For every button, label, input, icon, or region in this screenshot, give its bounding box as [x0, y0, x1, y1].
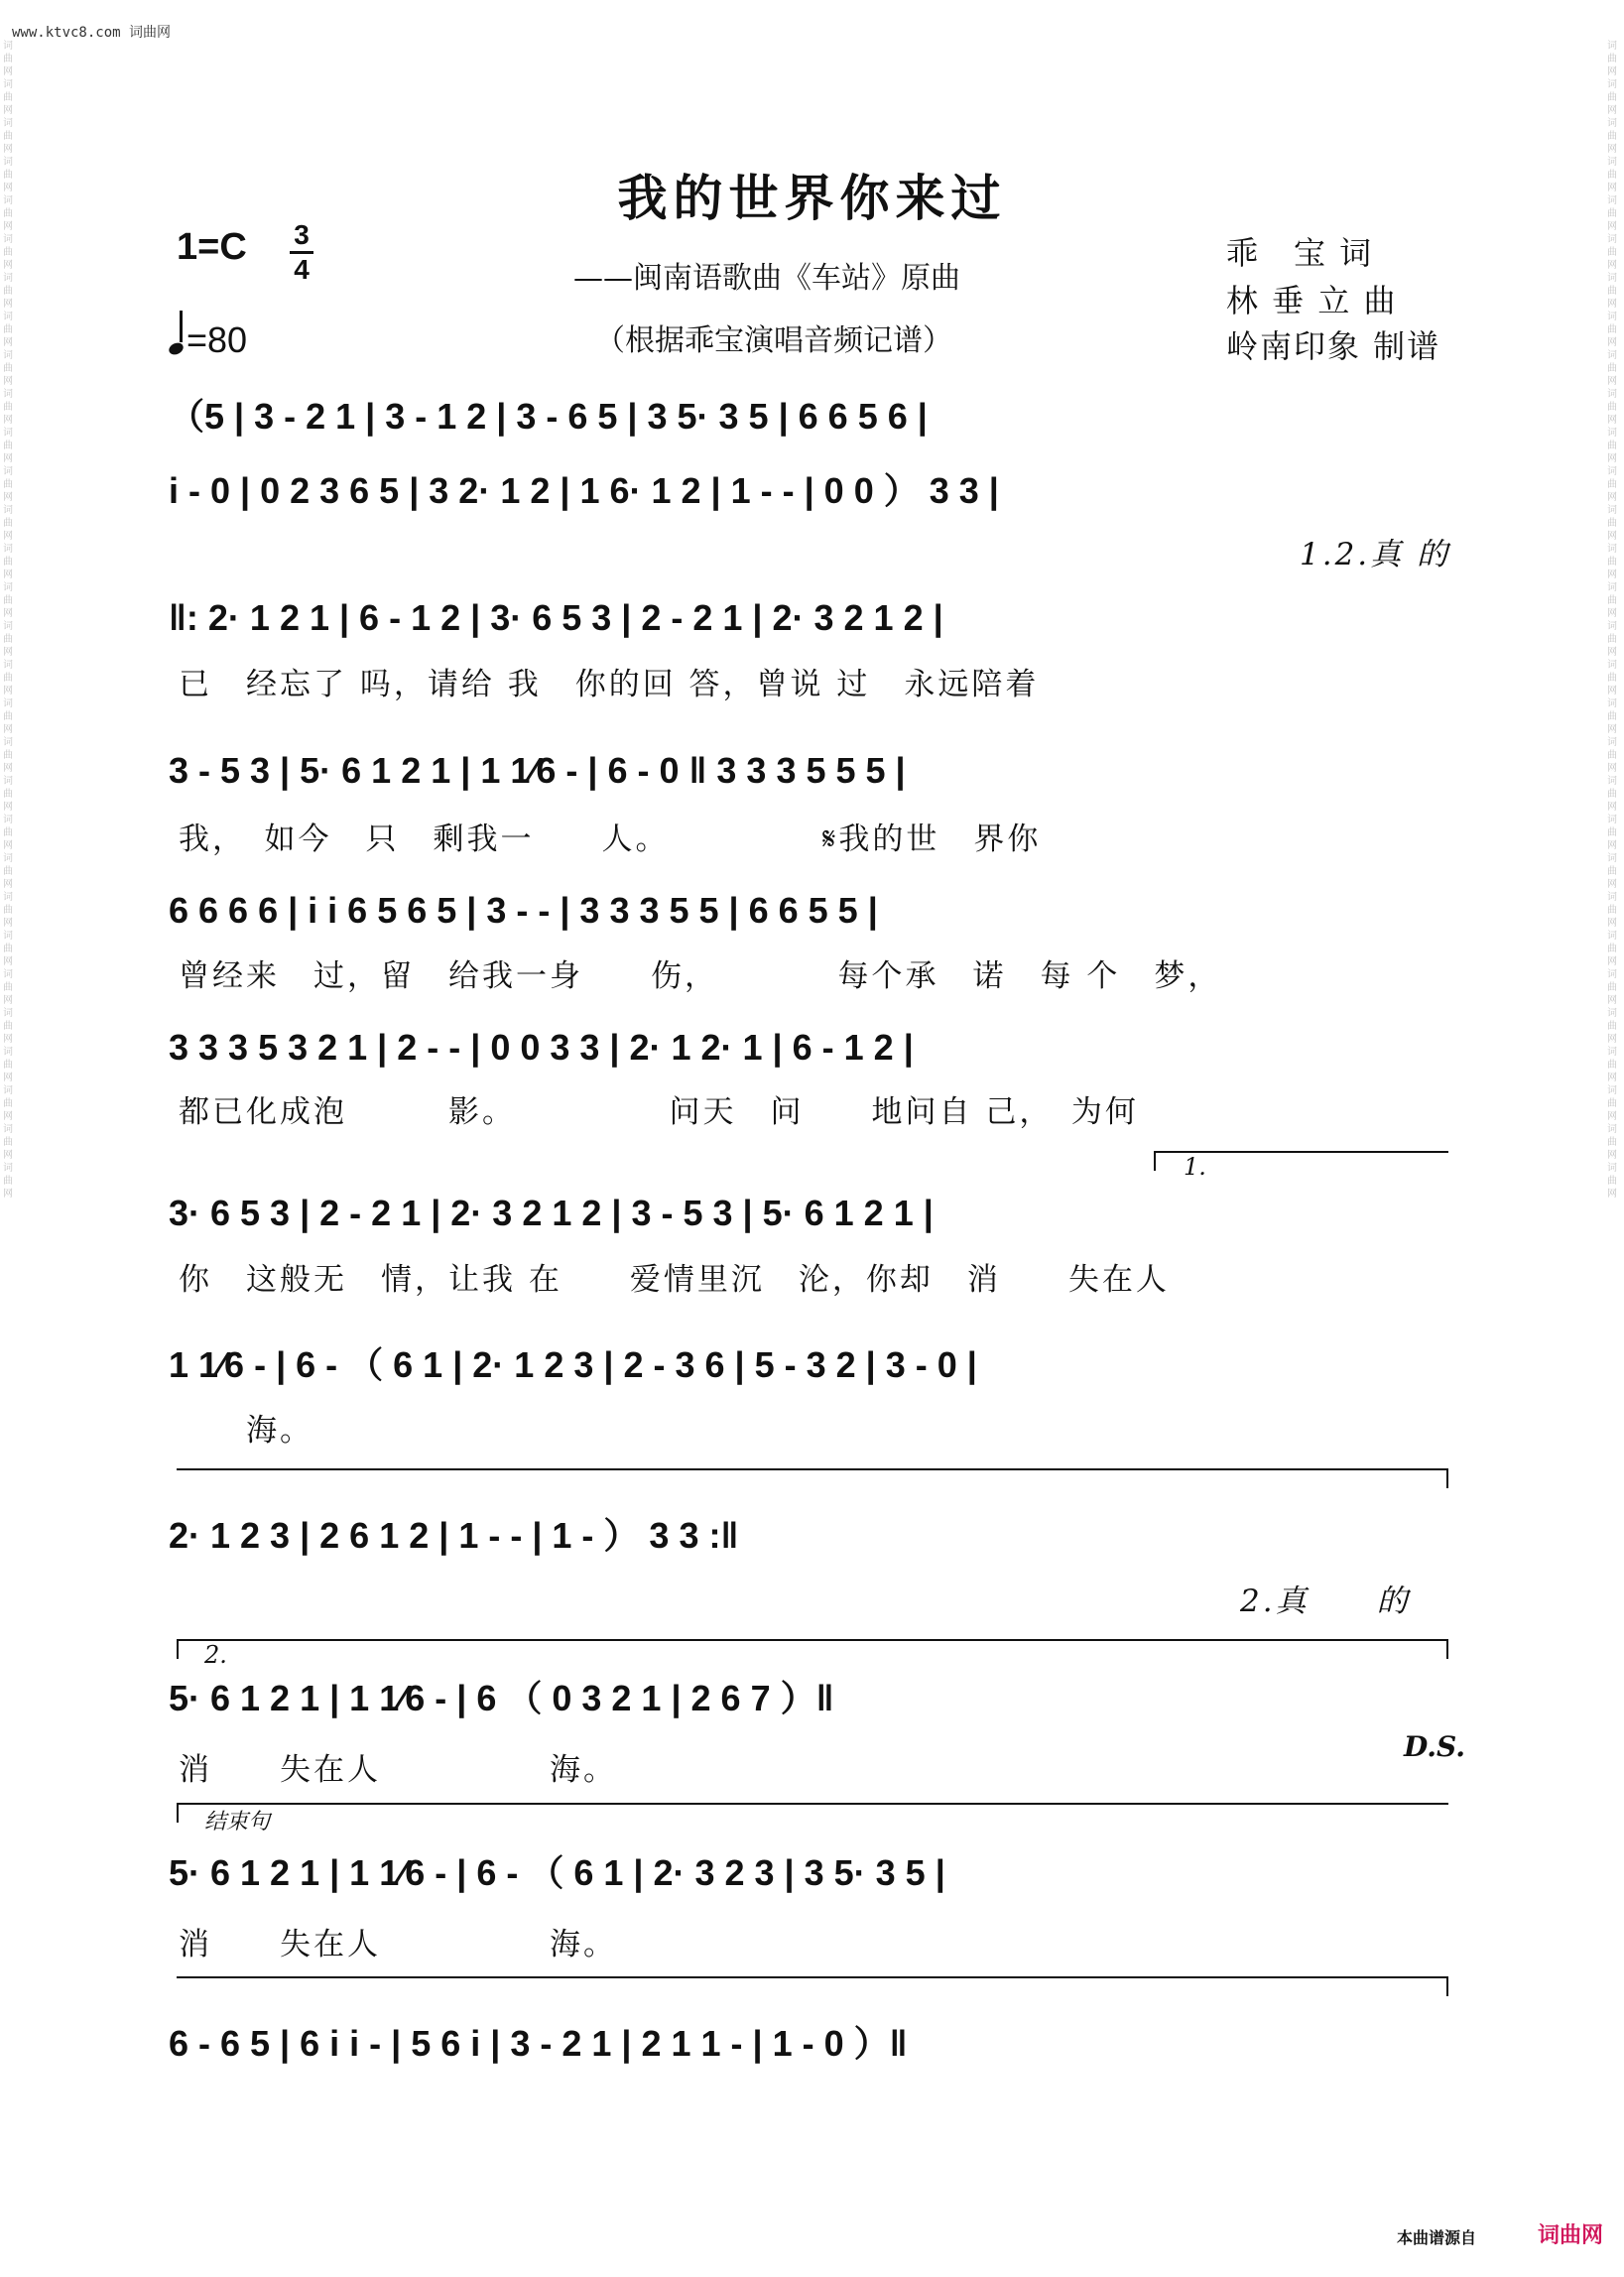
transcription-note: （根据乖宝演唱音频记谱） [595, 323, 952, 358]
key-signature: 1=C [177, 226, 247, 268]
site-logo[interactable]: 词曲网 [1538, 2223, 1604, 2248]
lyric-line: 你 这般无 情，让我 在 爱情里沉 沦，你却 消 失在人 [179, 1262, 1170, 1298]
ending-label: 结束句 [204, 1810, 271, 1834]
score-line: i - 0 | 0 2 3 6 5 | 3 2· 1 2 | 1 6· 1 2 | 1 - - | 0 0 ） 3 3 | [169, 469, 999, 511]
score-line: 2· 1 2 3 | 2 6 1 2 | 1 - - | 1 - ） 3 3 :‖ [169, 1514, 739, 1556]
lyric-line: 消 失在人 海。 [179, 1752, 617, 1788]
time-signature [290, 220, 313, 285]
lyric-line: 2.真 的 [1240, 1583, 1411, 1619]
lyric-line: 消 失在人 海。 [179, 1927, 617, 1962]
volta-1-bracket [1154, 1151, 1448, 1181]
tempo-value: =80 [187, 319, 248, 360]
section-bracket [177, 1976, 1448, 1996]
score-line: 6 6 6 6 | i i 6 5 6 5 | 3 - - | 3 3 3 5 5 | 6 6 5 5 | [169, 890, 878, 931]
section-bracket [177, 1468, 1448, 1488]
lyric-line: 海。 [246, 1413, 313, 1449]
volta-1-label: 1. [1184, 1153, 1206, 1181]
side-watermark-right: 词曲网词曲网词曲网词曲网词曲网词曲网词曲网词曲网词曲网词曲网词曲网词曲网词曲网词曲网词曲网词曲网词曲网词曲网词曲网词曲网词曲网词曲网词曲网词曲网词曲网词曲网词曲网词曲网词曲网词曲网 [1607, 41, 1617, 1200]
lyric-line: 都已化成泡 影。 问天 问 地问自 己， 为何 [179, 1094, 1139, 1130]
lyricist: 乖 宝 词 [1226, 234, 1374, 272]
song-title: 我的世界你来过 [617, 169, 1007, 227]
score-line: 3· 6 5 3 | 2 - 2 1 | 2· 3 2 1 2 | 3 - 5 3 | 5· 6 1 2 1 | [169, 1193, 934, 1233]
quarter-note-icon [167, 340, 185, 356]
tempo-marking [169, 319, 247, 361]
site-url: www.ktvc8.com 词曲网 [12, 25, 172, 41]
composer: 林 垂 立 曲 [1226, 282, 1398, 319]
lyric-line: 1.2.真 的 [1300, 537, 1451, 572]
score-line: 5· 6 1 2 1 | 1 1⁄6 - | 6 - （ 6 1 | 2· 3 2 3 | 3 5· 3 5 | [169, 1851, 945, 1893]
score-line: 3 - 5 3 | 5· 6 1 2 1 | 1 1⁄6 - | 6 - 0 ‖ 3 3 3 5 5 5 | [169, 750, 906, 791]
score-line: 1 1⁄6 - | 6 - （ 6 1 | 2· 1 2 3 | 2 - 3 6 | 5 - 3 2 | 3 - 0 | [169, 1343, 977, 1385]
score-line: 5· 6 1 2 1 | 1 1⁄6 - | 6 （ 0 3 2 1 | 2 6 7 ）‖ [169, 1677, 834, 1718]
volta-2-bracket [177, 1639, 1448, 1669]
side-watermark-left: 词曲网词曲网词曲网词曲网词曲网词曲网词曲网词曲网词曲网词曲网词曲网词曲网词曲网词曲网词曲网词曲网词曲网词曲网词曲网词曲网词曲网词曲网词曲网词曲网词曲网词曲网词曲网词曲网词曲网词曲网 [3, 41, 13, 1200]
arranger: 岭南印象 制谱 [1226, 327, 1441, 365]
score-line: 6 - 6 5 | 6 i i - | 5 6 i | 3 - 2 1 | 2 1 1 - | 1 - 0 ）‖ [169, 2022, 908, 2064]
volta-2-label: 2. [204, 1641, 227, 1669]
score-line: 3 3 3 5 3 2 1 | 2 - - | 0 0 3 3 | 2· 1 2· 1 | 6 - 1 2 | [169, 1027, 914, 1068]
source-text: 本曲谱源自 [1397, 2228, 1477, 2247]
score-line: ‖: 2· 1 2 1 | 6 - 1 2 | 3· 6 5 3 | 2 - 2 1 | 2· 3 2 1 2 | [169, 597, 943, 638]
lyric-line: 我， 如今 只 剩我一 人。 𝄋我的世 界你 [179, 822, 1042, 857]
score-line: （5 | 3 - 2 1 | 3 - 1 2 | 3 - 6 5 | 3 5· 3 5 | 6 6 5 6 | [169, 395, 928, 437]
lyric-line: 曾经来 过，留 给我一身 伤， 每个承 诺 每 个 梦， [179, 958, 1222, 994]
lyric-line: 已 经忘了 吗，请给 我 你的回 答，曾说 过 永远陪着 [179, 667, 1040, 702]
ending-bracket [177, 1803, 1448, 1834]
time-bottom: 4 [294, 254, 310, 285]
dal-segno-marking: D.S. [1403, 1730, 1465, 1763]
time-top: 3 [294, 219, 310, 250]
subtitle: ——闽南语歌曲《车站》原曲 [573, 261, 960, 296]
